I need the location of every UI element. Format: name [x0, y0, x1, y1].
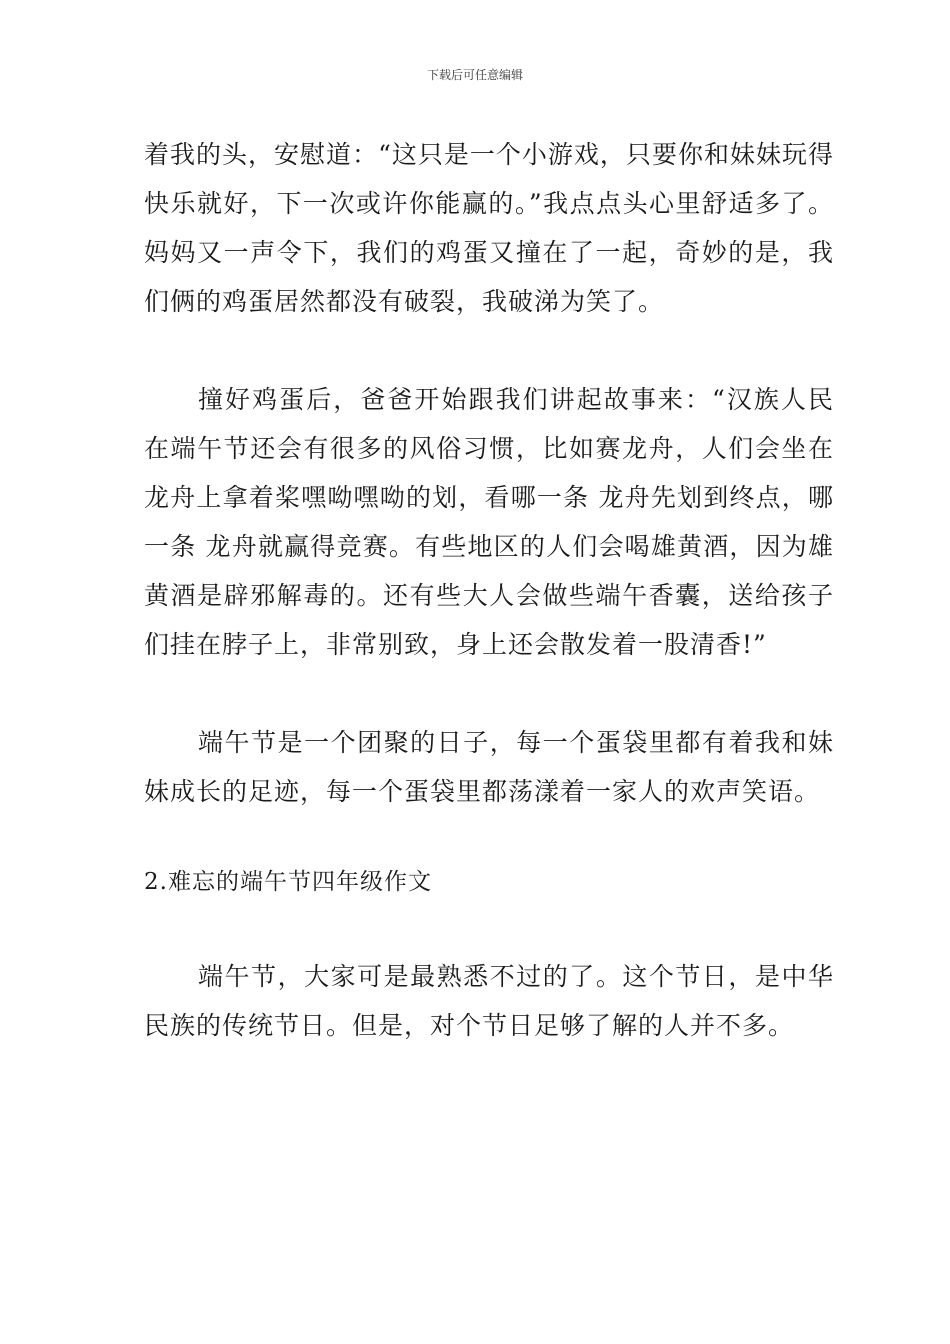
page-header-note: 下载后可任意编辑 — [426, 68, 523, 82]
section-heading: 2.难忘的端午节四年级作文 — [144, 869, 432, 895]
paragraph-section-intro: 端午节，大家可是最熟悉不过的了。这个节日，是中华民族的传统节日。但是，对个节日足够了解的人并不多。 — [144, 962, 834, 1040]
paragraph-continuation: 着我的头，安慰道：“这只是一个小游戏，只要你和妹妹玩得快乐就好，下一次或许你能赢的。”我点点头心里舒适多了。妈妈又一声令下，我们的鸡蛋又撞在了一起，奇妙的是，我们俩的鸡蛋居然都没有破裂，我破涕为笑了。 — [144, 140, 834, 316]
document-body — [144, 130, 834, 1050]
paragraph-conclusion: 端午节是一个团聚的日子，每一个蛋袋里都有着我和妹妹成长的足迹，每一个蛋袋里都荡漾着一家人的欢声笑语。 — [144, 728, 834, 806]
paragraph-story: 撞好鸡蛋后，爸爸开始跟我们讲起故事来：“汉族人民在端午节还会有很多的风俗习惯，比如赛龙舟，人们会坐在龙舟上拿着桨嘿呦嘿呦的划，看哪一条 龙舟先划到终点，哪一条 龙舟就赢得竞赛。有些地区的人们会喝雄黄酒，因为雄黄酒是辟邪解毒的。还有些大人会做些端午香囊，送给孩子们挂在脖子上，非常别致，身上还会散发着一股清香!” — [144, 385, 834, 659]
